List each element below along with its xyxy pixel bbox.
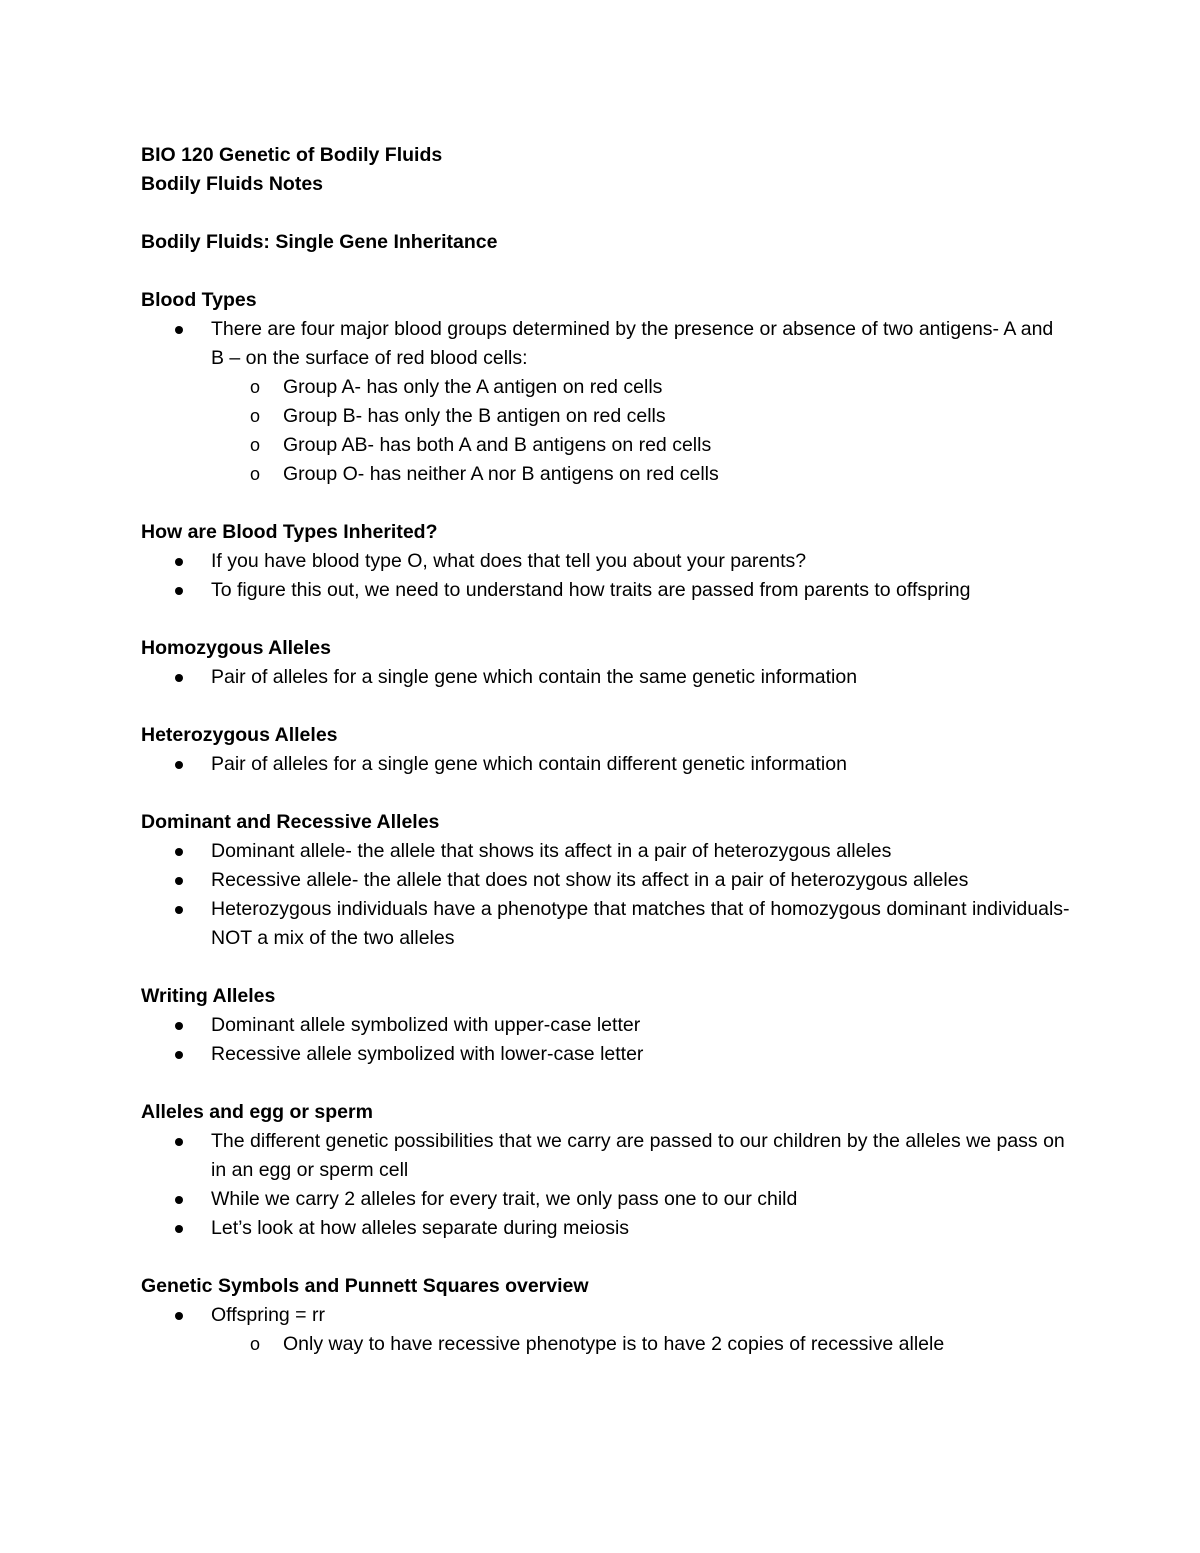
list-item xyxy=(141,750,1071,779)
list-item xyxy=(141,315,1071,373)
document-page xyxy=(141,141,1071,1359)
sub-list-item-text: Group AB- has both A and B antigens on red cells xyxy=(283,434,712,456)
inherited-heading: How are Blood Types Inherited? xyxy=(141,521,438,543)
dominant-heading: Dominant and Recessive Alleles xyxy=(141,811,440,833)
list-item xyxy=(141,663,1071,692)
bullet-icon xyxy=(175,848,183,856)
sub-list-item xyxy=(141,431,1071,460)
sub-list-item-text: Only way to have recessive phenotype is to have 2 copies of recessive allele xyxy=(283,1333,945,1355)
list-item xyxy=(141,866,1071,895)
list-item-text: Let’s look at how alleles separate during meiosis xyxy=(211,1217,630,1239)
bullet-icon xyxy=(175,761,183,769)
bullet-icon xyxy=(175,1138,183,1146)
heterozygous-heading: Heterozygous Alleles xyxy=(141,724,338,746)
list-item xyxy=(141,1127,1071,1185)
bullet-icon xyxy=(175,587,183,595)
list-item xyxy=(141,895,1071,953)
list-item xyxy=(141,576,1071,605)
list-item xyxy=(141,837,1071,866)
list-item xyxy=(141,1185,1071,1214)
list-item-text: Recessive allele symbolized with lower-case letter xyxy=(211,1043,644,1065)
list-item-text: Pair of alleles for a single gene which contain the same genetic information xyxy=(211,666,858,688)
list-item xyxy=(141,1301,1071,1330)
bullet-icon xyxy=(175,906,183,914)
list-item xyxy=(141,547,1071,576)
circle-bullet-icon: o xyxy=(250,435,261,455)
bullet-icon xyxy=(175,558,183,566)
list-item-text: Dominant allele- the allele that shows its affect in a pair of heterozygous alleles xyxy=(211,840,892,862)
sub-list-item xyxy=(141,460,1071,489)
bullet-icon xyxy=(175,1225,183,1233)
section-title: Bodily Fluids: Single Gene Inheritance xyxy=(141,231,498,253)
homozygous-heading: Homozygous Alleles xyxy=(141,637,331,659)
circle-bullet-icon: o xyxy=(250,406,261,426)
bullet-icon xyxy=(175,1022,183,1030)
list-item xyxy=(141,1011,1071,1040)
sub-list-item xyxy=(141,373,1071,402)
sub-list-item-text: Group A- has only the A antigen on red cells xyxy=(283,376,663,398)
list-item-text: To figure this out, we need to understand how traits are passed from parents to offspring xyxy=(211,579,971,601)
bullet-icon xyxy=(175,326,183,334)
circle-bullet-icon: o xyxy=(250,377,261,397)
egg-sperm-heading: Alleles and egg or sperm xyxy=(141,1101,373,1123)
circle-bullet-icon: o xyxy=(250,1334,261,1354)
blood-types-heading: Blood Types xyxy=(141,289,257,311)
writing-heading: Writing Alleles xyxy=(141,985,276,1007)
circle-bullet-icon: o xyxy=(250,464,261,484)
list-item-text: Heterozygous individuals have a phenotype that matches that of homozygous dominant individuals- NOT a mix of the two alleles xyxy=(211,898,1070,949)
list-item-text: While we carry 2 alleles for every trait, we only pass one to our child xyxy=(211,1188,798,1210)
bullet-icon xyxy=(175,877,183,885)
bullet-icon xyxy=(175,674,183,682)
bullet-icon xyxy=(175,1196,183,1204)
course-title: BIO 120 Genetic of Bodily Fluids xyxy=(141,144,443,166)
list-item-text: Dominant allele symbolized with upper-case letter xyxy=(211,1014,641,1036)
sub-list-item-text: Group B- has only the B antigen on red cells xyxy=(283,405,666,427)
sub-list-item xyxy=(141,1330,1071,1359)
bullet-icon xyxy=(175,1051,183,1059)
sub-list-item-text: Group O- has neither A nor B antigens on red cells xyxy=(283,463,719,485)
sub-list-item xyxy=(141,402,1071,431)
doc-title: Bodily Fluids Notes xyxy=(141,173,324,195)
list-item-text: Offspring = rr xyxy=(211,1304,325,1326)
list-item-text: The different genetic possibilities that we carry are passed to our children by the alleles we pass on in an egg or sperm cell xyxy=(211,1130,1065,1181)
list-item xyxy=(141,1214,1071,1243)
list-item-text: If you have blood type O, what does that tell you about your parents? xyxy=(211,550,807,572)
list-item-text: There are four major blood groups determined by the presence or absence of two antigens- A and B – on the surface of red blood cells: xyxy=(211,318,1054,369)
list-item-text: Pair of alleles for a single gene which contain different genetic information xyxy=(211,753,847,775)
punnett-heading: Genetic Symbols and Punnett Squares overview xyxy=(141,1275,589,1297)
bullet-icon xyxy=(175,1312,183,1320)
list-item xyxy=(141,1040,1071,1069)
list-item-text: Recessive allele- the allele that does not show its affect in a pair of heterozygous alleles xyxy=(211,869,969,891)
